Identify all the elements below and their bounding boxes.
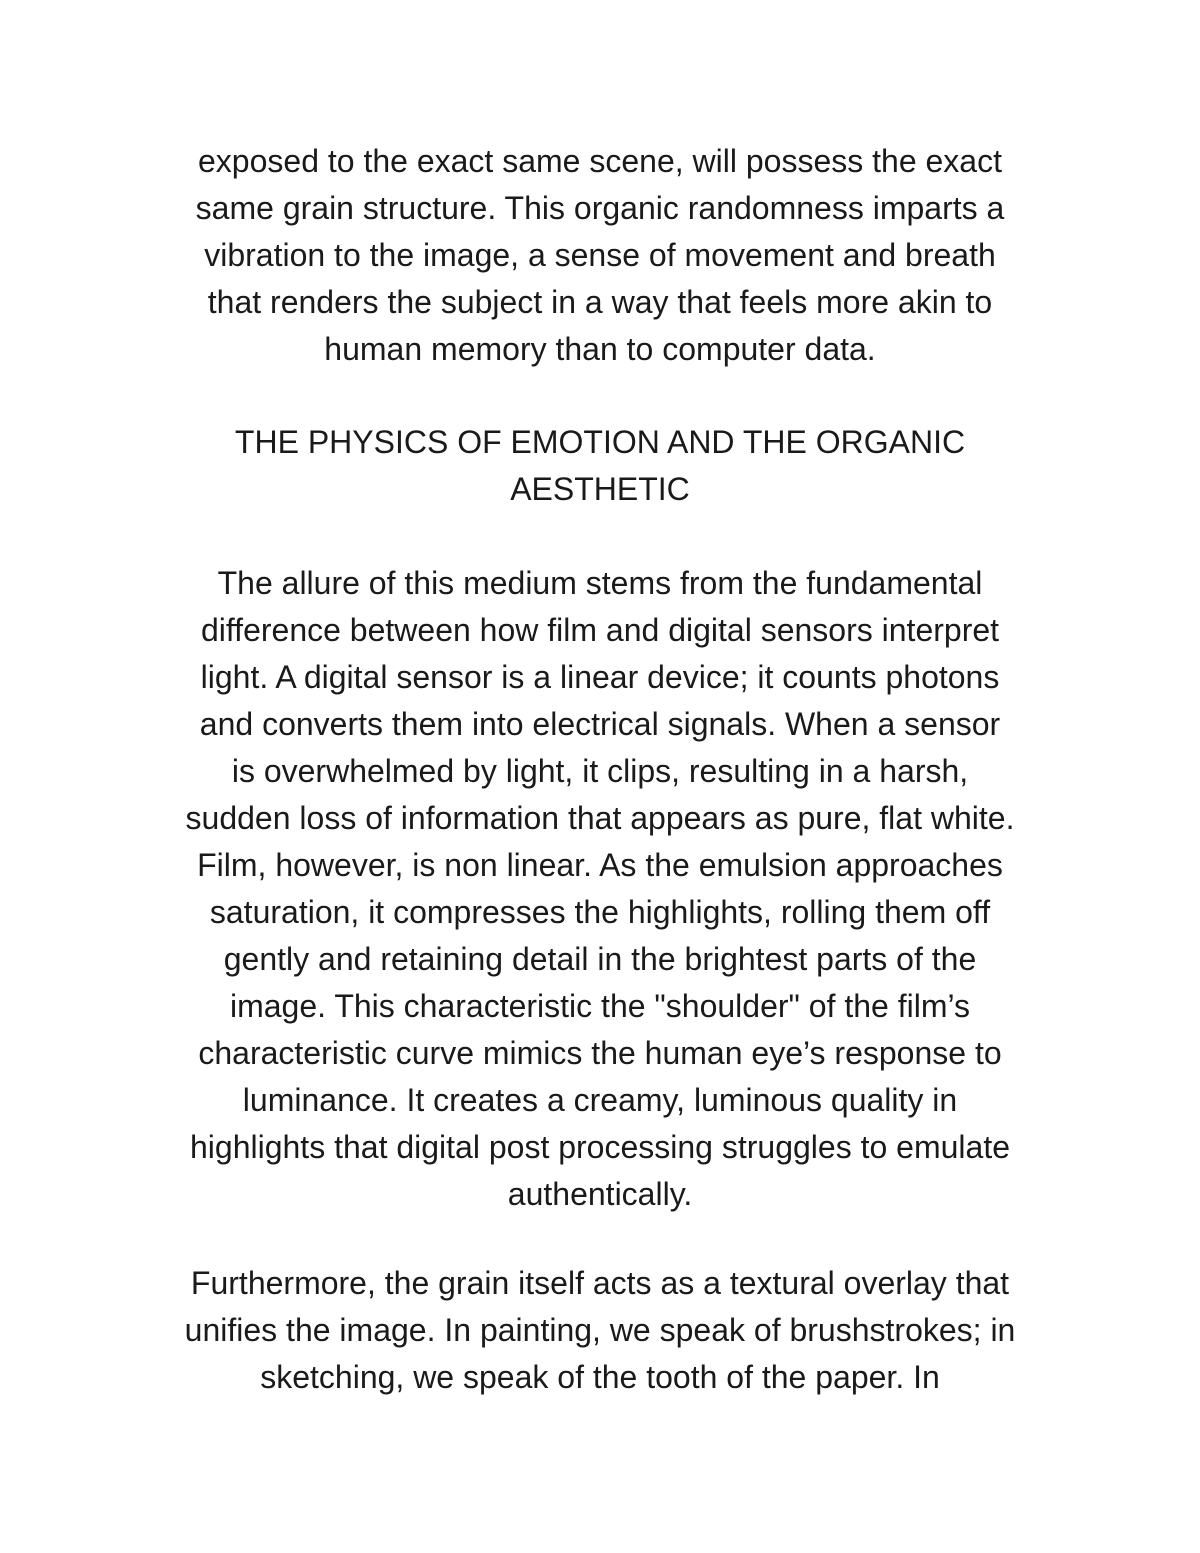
body-paragraph-3 bbox=[120, 1260, 1080, 1401]
paragraph-line: sketching, we speak of the tooth of the paper. In bbox=[260, 1359, 940, 1395]
paragraph-line: vibration to the image, a sense of movement and breath bbox=[204, 237, 996, 273]
paragraph-line: The allure of this medium stems from the fundamental bbox=[217, 565, 983, 601]
paragraph-line: is overwhelmed by light, it clips, resulting in a harsh, bbox=[231, 753, 969, 789]
paragraph-line: sudden loss of information that appears as pure, flat white. bbox=[185, 800, 1015, 836]
paragraph-line: and converts them into electrical signals. When a sensor bbox=[199, 706, 1001, 742]
paragraph-line: luminance. It creates a creamy, luminous quality in bbox=[242, 1082, 958, 1118]
body-paragraph-2 bbox=[120, 560, 1080, 1218]
paragraph-line: human memory than to computer data. bbox=[324, 331, 876, 367]
paragraph-line: authentically. bbox=[507, 1176, 693, 1212]
heading-line: THE PHYSICS OF EMOTION AND THE ORGANIC bbox=[234, 424, 966, 460]
paragraph-line: image. This characteristic the "shoulder" of the film’s bbox=[229, 988, 971, 1024]
paragraph-line: difference between how film and digital sensors interpret bbox=[200, 612, 1000, 648]
paragraph-line: highlights that digital post processing struggles to emulate bbox=[189, 1129, 1011, 1165]
paragraph-line: same grain structure. This organic randomness imparts a bbox=[195, 190, 1005, 226]
paragraph-line: saturation, it compresses the highlights, rolling them off bbox=[209, 894, 991, 930]
paragraph-line: light. A digital sensor is a linear device; it counts photons bbox=[200, 659, 1000, 695]
paragraph-line: unifies the image. In painting, we speak of brushstrokes; in bbox=[184, 1312, 1016, 1348]
paragraph-line: Film, however, is non linear. As the emulsion approaches bbox=[197, 847, 1003, 883]
paragraph-line: Furthermore, the grain itself acts as a textural overlay that bbox=[190, 1265, 1010, 1301]
paragraph-line: gently and retaining detail in the brightest parts of the bbox=[223, 941, 977, 977]
body-paragraph-1 bbox=[120, 138, 1080, 373]
paragraph-line: characteristic curve mimics the human eye’s response to bbox=[198, 1035, 1002, 1071]
section-heading bbox=[120, 419, 1080, 513]
heading-line: AESTHETIC bbox=[510, 471, 690, 507]
paragraph-line: that renders the subject in a way that feels more akin to bbox=[207, 284, 993, 320]
paragraph-line: exposed to the exact same scene, will possess the exact bbox=[198, 143, 1002, 179]
